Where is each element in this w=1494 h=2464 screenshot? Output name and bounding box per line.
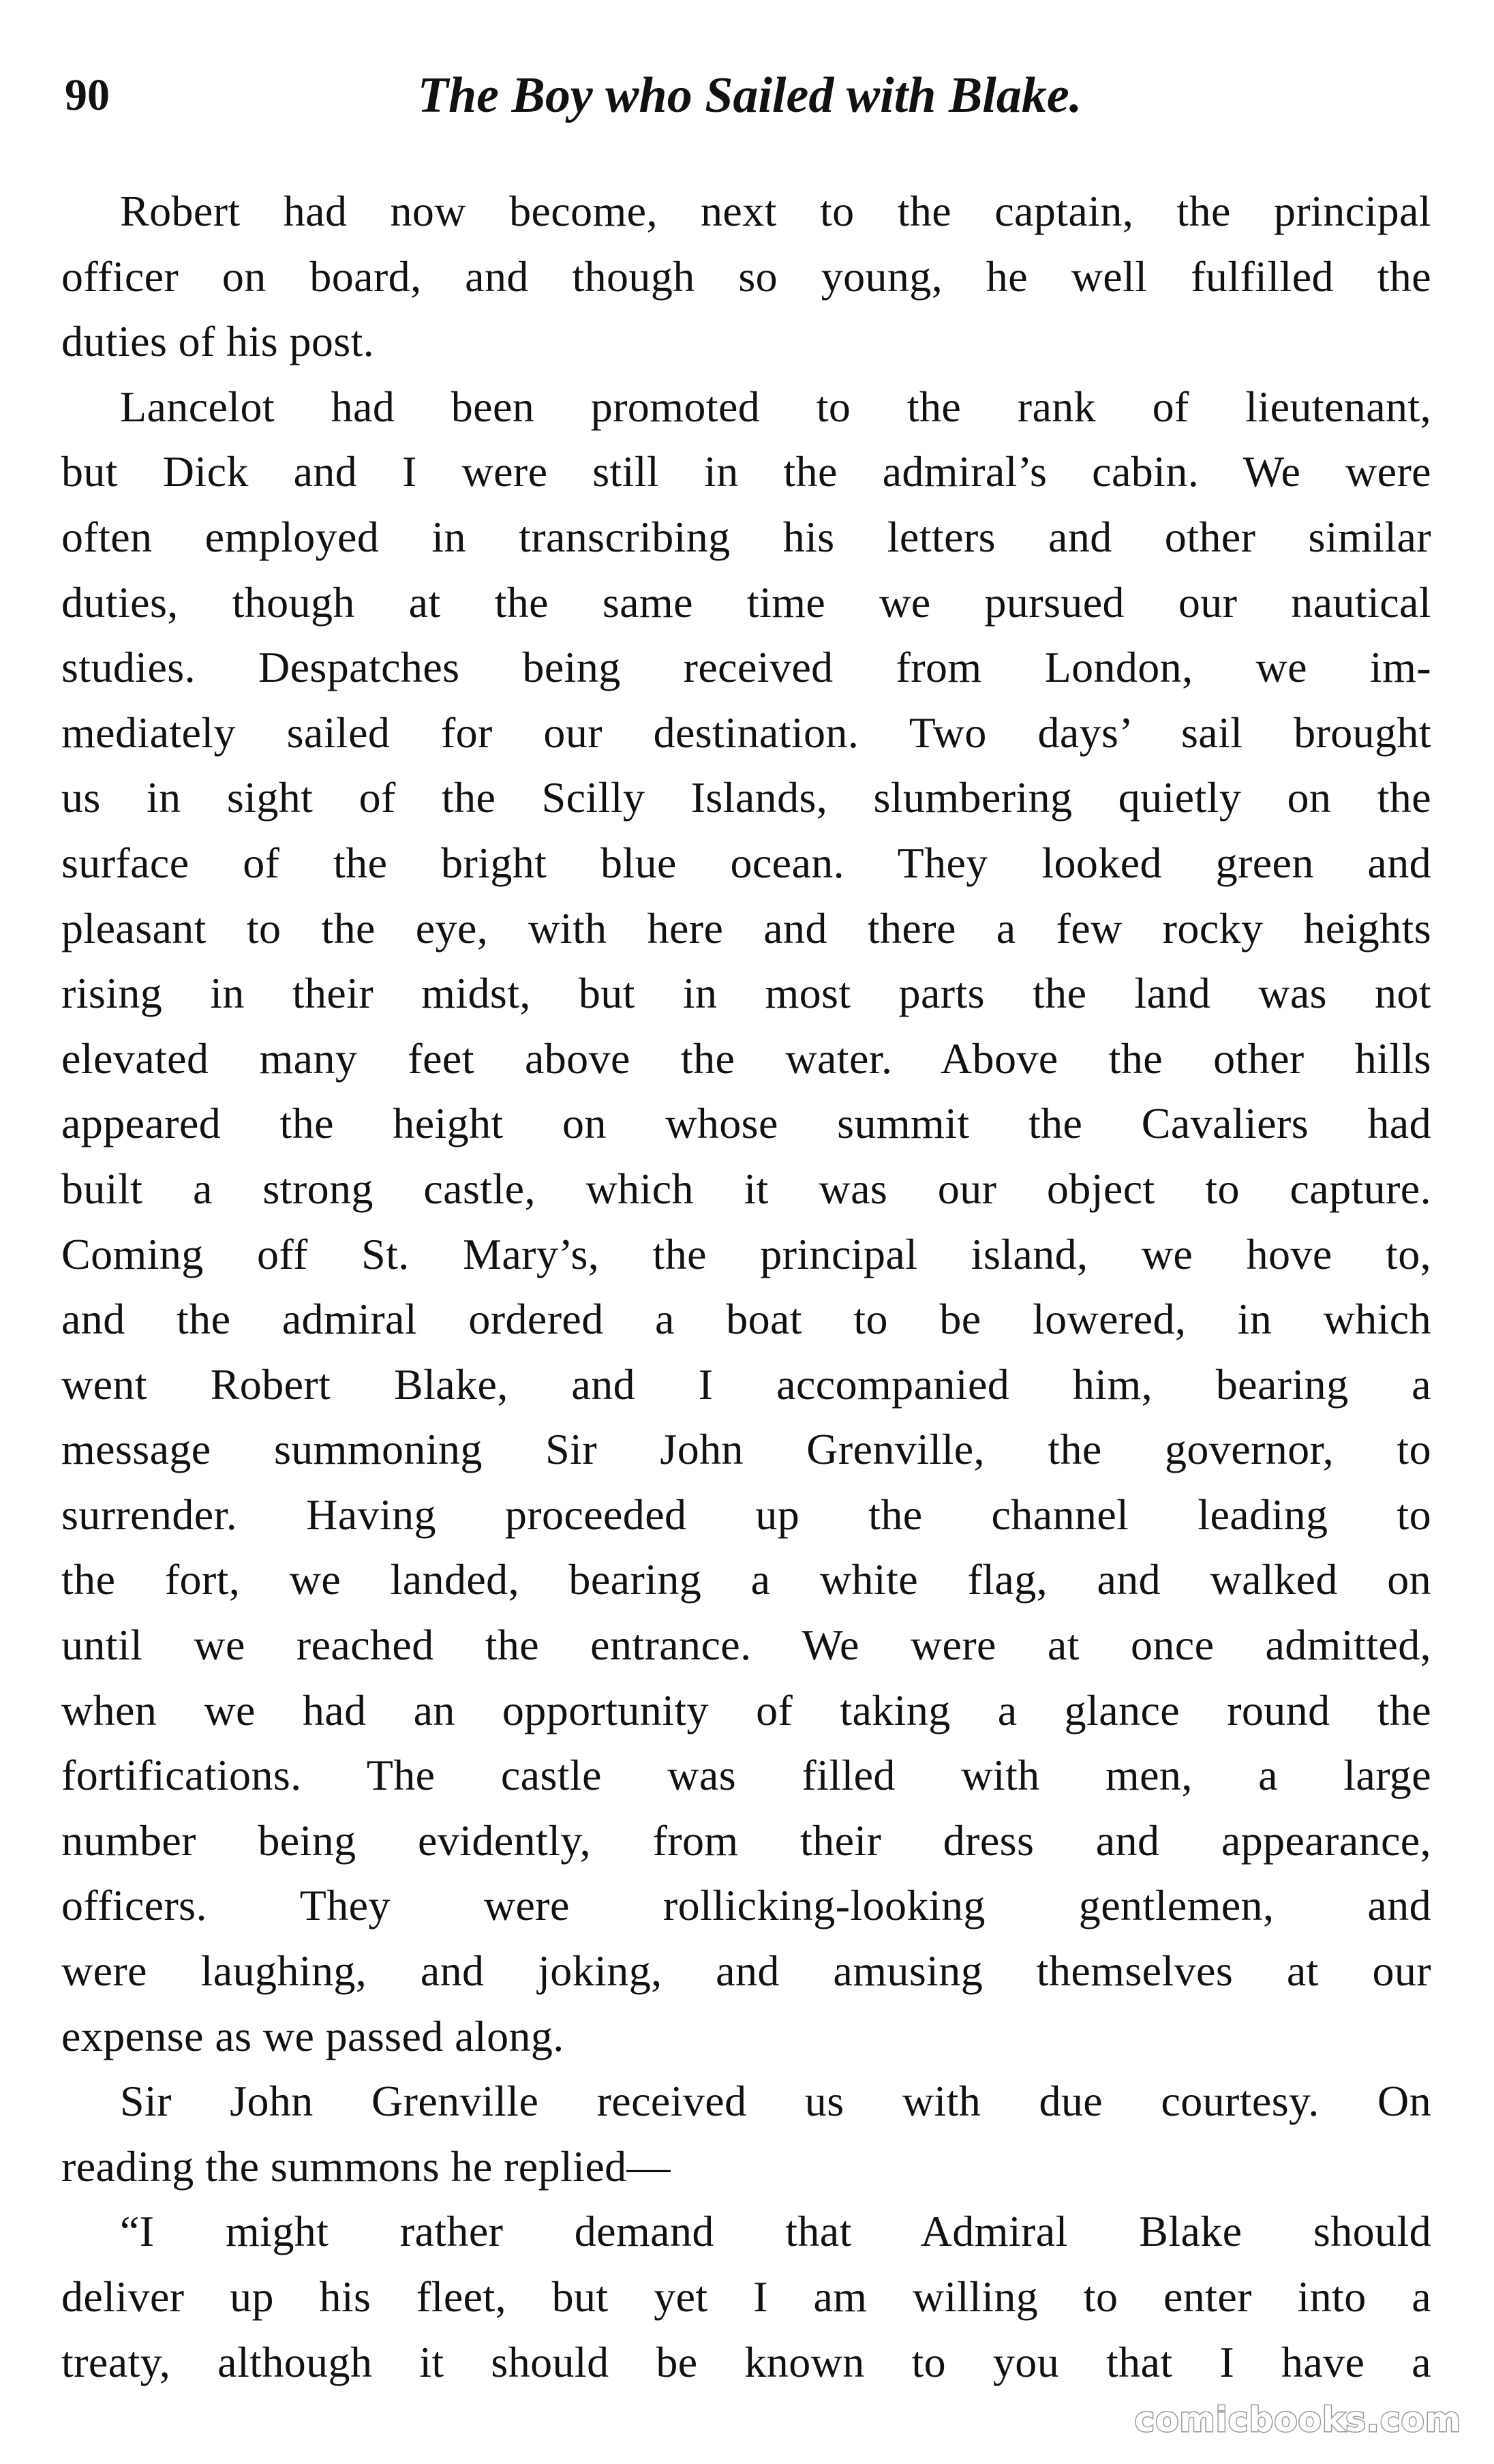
text-line: rising in their midst, but in most parts the land was not <box>61 969 1431 1018</box>
text-line: fortifications. The castle was filled with men, a large <box>61 1751 1431 1800</box>
text-line: the fort, we landed, bearing a white flag, and walked on <box>61 1555 1431 1604</box>
text-line: Sir John Grenville received us with due courtesy. On <box>120 2077 1431 2126</box>
text-line: reading the summons he replied— <box>61 2142 671 2191</box>
paragraph-2 <box>61 374 1431 2069</box>
text-line: pleasant to the eye, with here and there a few rocky heights <box>61 903 1431 952</box>
watermark-logo: comicbooks.com <box>1134 2400 1461 2439</box>
text-line: duties of his post. <box>61 317 375 366</box>
body-text <box>61 179 1431 2394</box>
paragraph-1 <box>61 179 1431 374</box>
text-line: and the admiral ordered a boat to be lowered, in which <box>61 1295 1431 1344</box>
text-line: until we reached the entrance. We were at once admitted, <box>61 1621 1431 1670</box>
text-line: when we had an opportunity of taking a glance round the <box>61 1685 1431 1734</box>
text-line: treaty, although it should be known to you that I have a <box>61 2337 1431 2386</box>
text-line: but Dick and I were still in the admiral’s cabin. We were <box>61 447 1431 496</box>
text-line: “I might rather demand that Admiral Blake should <box>120 2207 1431 2256</box>
text-line: deliver up his fleet, but yet I am willing to enter into a <box>61 2272 1431 2321</box>
text-line: number being evidently, from their dress and appearance, <box>61 1816 1431 1865</box>
text-line: expense as we passed along. <box>61 2011 564 2060</box>
page-header <box>65 65 1435 153</box>
text-line: officer on board, and though so young, he well fulfilled the <box>61 252 1431 301</box>
text-line: Coming off St. Mary’s, the principal island, we hove to, <box>61 1229 1431 1278</box>
text-line: elevated many feet above the water. Above the other hills <box>61 1034 1431 1083</box>
page-number: 90 <box>65 70 110 120</box>
running-title: The Boy who Sailed with Blake. <box>417 67 1082 123</box>
text-line: studies. Despatches being received from London, we im- <box>61 643 1431 692</box>
text-line: Robert had now become, next to the captain, the principal <box>120 187 1431 235</box>
text-line: Lancelot had been promoted to the rank of lieutenant, <box>120 382 1431 431</box>
text-line: appeared the height on whose summit the Cavaliers had <box>61 1099 1431 1148</box>
text-line: built a strong castle, which it was our object to capture. <box>61 1164 1431 1213</box>
text-line: were laughing, and joking, and amusing themselves at our <box>61 1947 1431 1996</box>
text-line: surrender. Having proceeded up the channel leading to <box>61 1490 1431 1539</box>
text-line: duties, though at the same time we pursued our nautical <box>61 577 1431 627</box>
text-line: mediately sailed for our destination. Two days’ sail brought <box>61 708 1431 757</box>
text-line: message summoning Sir John Grenville, the governor, to <box>61 1425 1431 1474</box>
paragraph-4 <box>61 2199 1431 2394</box>
text-line: often employed in transcribing his letters and other similar <box>61 512 1431 561</box>
text-line: went Robert Blake, and I accompanied him, bearing a <box>61 1359 1431 1409</box>
text-line: us in sight of the Scilly Islands, slumbering quietly on the <box>61 773 1431 822</box>
text-line: surface of the bright blue ocean. They looked green and <box>61 838 1431 887</box>
paragraph-3 <box>61 2069 1431 2199</box>
text-line: officers. They were rollicking-looking gentlemen, and <box>61 1881 1431 1930</box>
